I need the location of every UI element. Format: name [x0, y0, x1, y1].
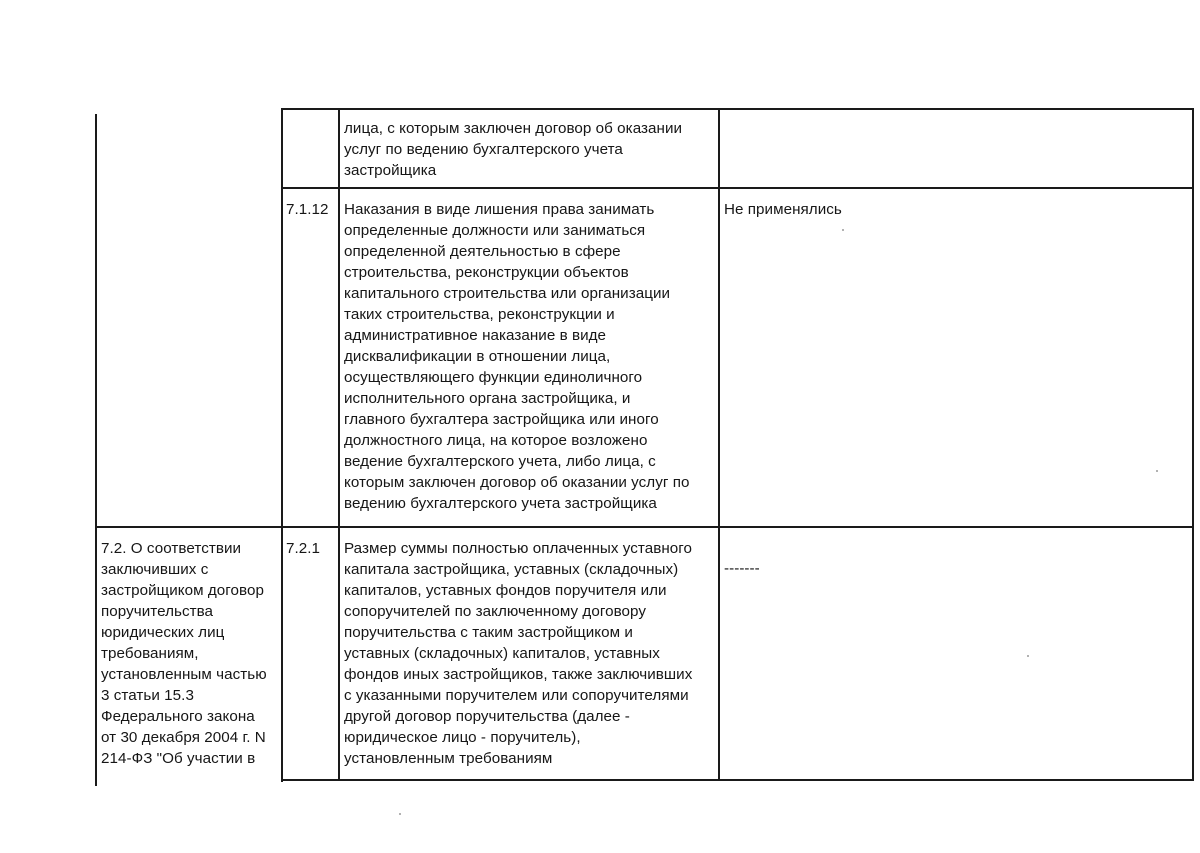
row-3-description: Размер суммы полностью оплаченных уставного капитала застройщика, уставных (складочных) капиталов, уставных фондов поручителя или сопоручителей по заключенному договору поручительства с таким застройщиком и уставных (складочных) капиталов, уставных фондов иных застройщиков, также заключивших с указанными поручителем или сопоручителями другой договор поручительства (далее - юридическое лицо - поручитель), установленным требованиям — [344, 540, 693, 767]
row-2-value: Не применялись — [724, 201, 842, 218]
row-3-value: ------- — [724, 560, 760, 577]
row-2-number: 7.1.12 — [286, 201, 329, 218]
scan-speck — [399, 813, 401, 815]
row-1-description: лица, с которым заключен договор об оказании услуг по ведению бухгалтерского учета застройщика — [344, 120, 683, 179]
row-divider-1 — [281, 187, 1194, 189]
table-top-border — [281, 108, 1194, 110]
section-column-left-border — [95, 114, 97, 786]
row-divider-2 — [95, 526, 1194, 528]
row-3-number: 7.2.1 — [286, 540, 321, 557]
scan-speck — [1027, 655, 1029, 657]
number-column-left-border — [281, 108, 283, 782]
value-column-left-border — [718, 108, 720, 780]
row-2-description: Наказания в виде лишения права занимать определенные должности или заниматься определенной деятельностью в сфере строительства, реконструкции объектов капитального строительства или организации таких строительства, реконструкции и административное наказание в виде дисквалификации в отношении лица, осуществляющего функции единоличного исполнительного органа застройщика, и главного бухгалтера застройщика или иного должностного лица, на которое возложено ведение бухгалтерского учета, либо лица, с которым заключен договор об оказании услуг по ведению бухгалтерского учета застройщика — [344, 201, 690, 512]
scan-speck — [1156, 470, 1158, 472]
table-bottom-border — [283, 779, 1194, 781]
scan-speck — [842, 229, 844, 231]
section-7-2-title: 7.2. О соответствии заключивших с застройщиком договор поручительства юридических лиц требованиям, установленным частью 3 статьи 15.3 Федерального закона от 30 декабря 2004 г. N 214-ФЗ "Об участии в — [101, 540, 267, 767]
table-right-border — [1192, 108, 1194, 780]
number-column-right-border — [338, 108, 340, 781]
